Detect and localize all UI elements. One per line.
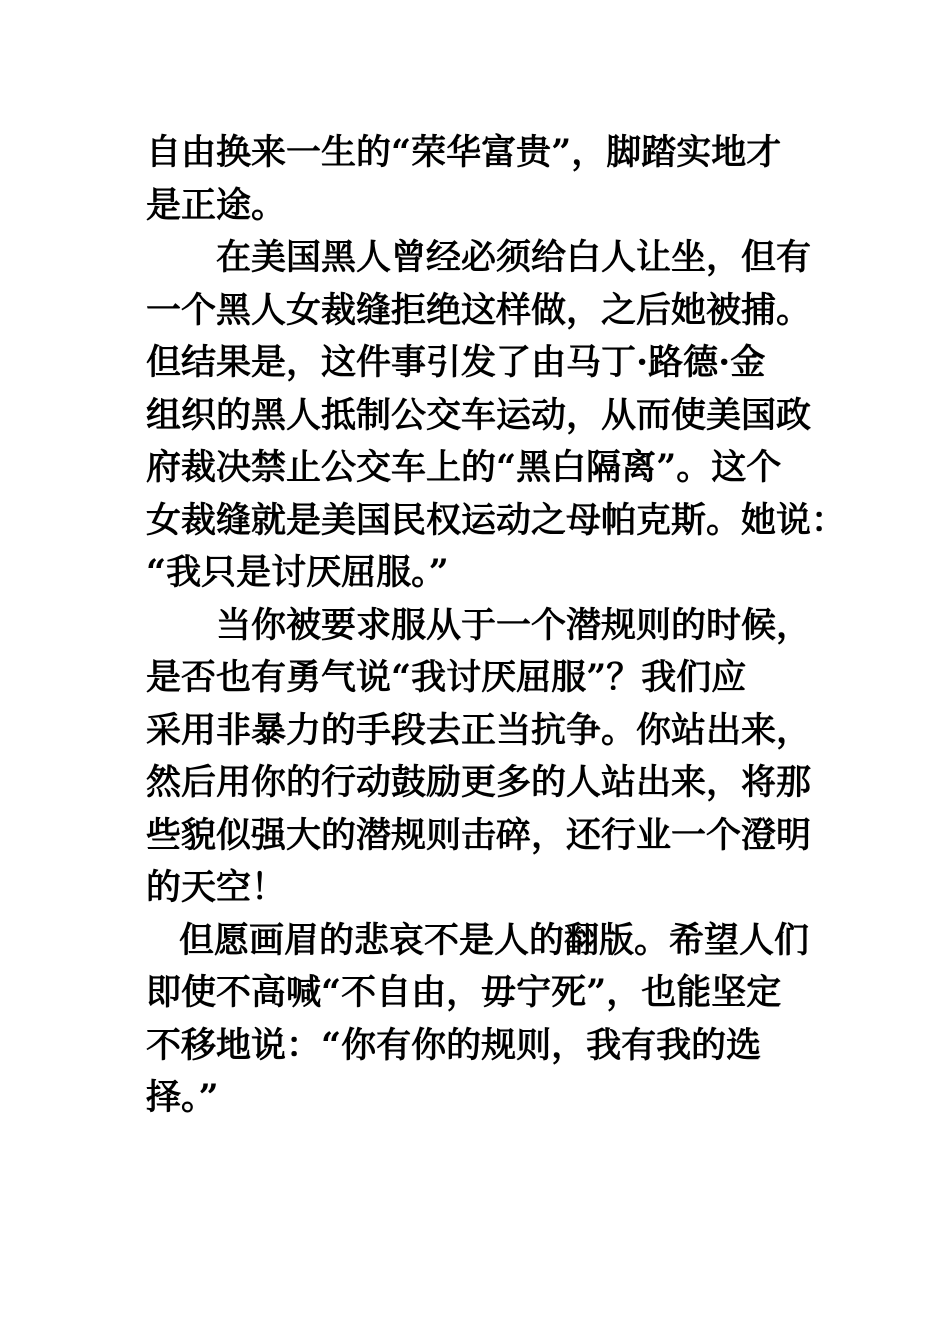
text-line: 然后用你的行动鼓励更多的人站出来，将那 — [146, 762, 812, 803]
text-line: 府裁决禁止公交车上的“黑白隔离”。这个 — [146, 447, 782, 488]
text-line: 但结果是，这件事引发了由马丁·路德·金 — [146, 342, 766, 383]
text-line: 是正途。 — [146, 184, 287, 226]
text-line: 自由换来一生的“荣华富贵”，脚踏实地才 — [146, 132, 782, 173]
text-line: 采用非暴力的手段去正当抗争。你站出来， — [146, 709, 812, 751]
text-line: 择。” — [146, 1077, 219, 1118]
text-line: 一个黑人女裁缝拒绝这样做，之后她被捕。 — [146, 289, 812, 331]
paragraph-start-line: 但愿画眉的悲哀不是人的翻版。希望人们 — [179, 919, 810, 961]
text-line: 即使不高喊“不自由，毋宁死”，也能坚定 — [146, 972, 782, 1013]
text-line: 不移地说：“你有你的规则，我有我的选 — [146, 1024, 762, 1066]
text-line: 组织的黑人抵制公交车运动，从而使美国政 — [146, 394, 812, 436]
paragraph-start-line: 在美国黑人曾经必须给白人让坐，但有 — [216, 237, 812, 278]
text-line: “我只是讨厌屈服。” — [146, 552, 449, 593]
document-body — [146, 127, 847, 1125]
text-line: 女裁缝就是美国民权运动之母帕克斯。她说： — [146, 499, 847, 541]
text-line: 些貌似强大的潜规则击碎，还行业一个澄明 — [146, 814, 812, 856]
text-line: 的天空！ — [146, 867, 287, 908]
paragraph-start-line: 当你被要求服从于一个潜规则的时候， — [216, 604, 812, 646]
text-line: 是否也有勇气说“我讨厌屈服”？我们应 — [146, 657, 747, 698]
